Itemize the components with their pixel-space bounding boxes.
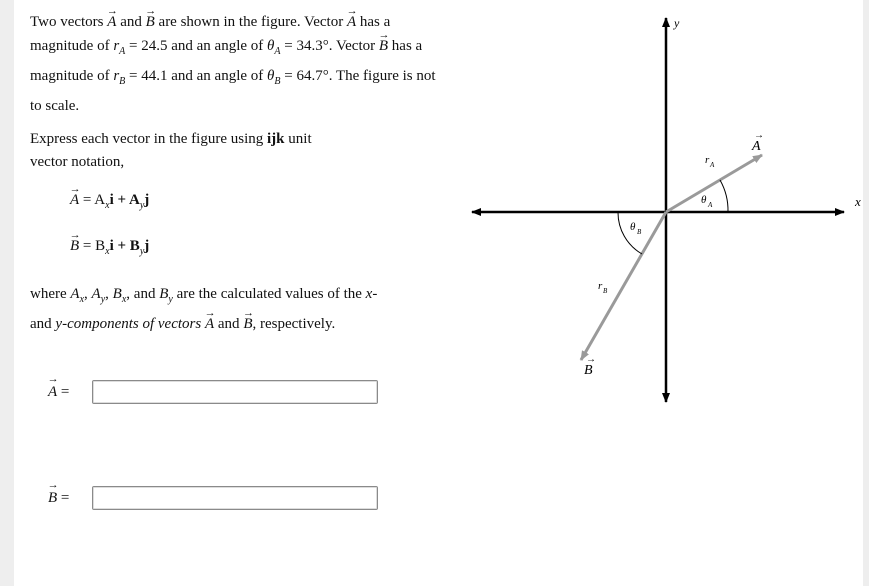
text-span: , [84, 286, 88, 302]
text-span: j [144, 192, 150, 208]
text-span: where [30, 286, 67, 302]
text-span: = A [82, 192, 106, 208]
answer-a-label [30, 384, 92, 401]
magnitude-b-value: = 44.1 and an angle of [129, 68, 264, 84]
problem-text [30, 10, 440, 336]
subscript: y [139, 246, 145, 257]
subscript: x [79, 294, 85, 305]
answer-b-label [30, 490, 92, 507]
text-span: , and [126, 286, 156, 302]
theta-symbol: θ [267, 68, 275, 84]
vector-a-symbol: → A [48, 384, 57, 401]
text-span: x- [365, 286, 378, 302]
vector-diagram [458, 10, 863, 410]
magnitude-b-subscript: B [603, 287, 608, 295]
subscript: x [121, 294, 127, 305]
text-span: unit [288, 131, 312, 147]
equals-sign: = [60, 383, 70, 400]
angle-a-value: = 34.3°. Vector [284, 38, 376, 54]
text-span: are shown in the figure. Vector [158, 14, 344, 30]
components-explanation [30, 282, 440, 336]
text-span: i + A [109, 192, 140, 208]
vector-b-symbol: → B [48, 490, 57, 507]
answer-row-a [30, 380, 378, 404]
r-symbol: r [113, 68, 120, 84]
ijk-term: ijk [267, 131, 285, 147]
vector-a-arrow-mark: → [754, 130, 764, 141]
text-span: = B [82, 238, 106, 254]
answer-row-b [30, 486, 378, 510]
text-span: The figure is not to scale. [30, 68, 436, 114]
text-span: , [105, 286, 109, 302]
angle-b-subscript: B [637, 228, 642, 236]
subscript: B [119, 76, 126, 87]
angle-a-subscript: A [708, 201, 713, 209]
text-span: and [217, 316, 240, 332]
magnitude-b-label: r [598, 280, 603, 292]
component-symbol: B [159, 286, 169, 302]
text-span: Two vectors [30, 14, 104, 30]
theta-symbol: θ [267, 38, 275, 54]
text-span: vector notation, [30, 154, 125, 170]
x-axis-label: x [855, 194, 861, 209]
text-span: Express each vector in the figure using [30, 131, 264, 147]
subscript: y [100, 294, 106, 305]
equation-b [70, 234, 440, 264]
vector-a-symbol: → A [107, 10, 116, 34]
answer-a-input[interactable] [92, 380, 378, 404]
subscript: A [119, 46, 126, 57]
vector-b-symbol: → B [146, 10, 155, 34]
text-span: i + B [109, 238, 140, 254]
text-span: are the calculated values of the [176, 286, 362, 302]
subscript: y [139, 200, 145, 211]
vector-a-symbol: → A [70, 188, 79, 212]
text-span: magnitude of [30, 38, 110, 54]
equals-sign: = [60, 489, 70, 506]
text-span: and [30, 316, 52, 332]
magnitude-a-subscript: A [710, 161, 715, 169]
component-symbol: A [91, 286, 101, 302]
text-span: has a magnitude of [30, 38, 423, 84]
vector-b-arrow-mark: → [586, 354, 596, 365]
subscript: A [274, 46, 281, 57]
component-symbol: A [70, 286, 80, 302]
vector-b-symbol: → B [70, 234, 79, 258]
vector-b-symbol: → B [243, 312, 252, 336]
text-span: has a [359, 14, 391, 30]
magnitude-a-label: r [705, 154, 710, 166]
angle-a-label: θ [701, 194, 707, 206]
text-span: and [120, 14, 142, 30]
subscript: x [105, 246, 110, 257]
angle-b-value: = 64.7°. [284, 68, 333, 84]
vector-a-symbol: → A [205, 312, 214, 336]
component-symbol: B [112, 286, 122, 302]
equation-a [70, 188, 440, 218]
vector-b-symbol: → B [379, 34, 388, 58]
text-span: j [144, 238, 150, 254]
angle-b-label: θ [630, 221, 636, 233]
answer-b-input[interactable] [92, 486, 378, 510]
vector-a-label: A [752, 139, 761, 154]
text-span: y-components of vectors [55, 316, 202, 332]
angle-a-arc [720, 180, 728, 212]
magnitude-a-value: = 24.5 and an angle of [129, 38, 264, 54]
text-span: , respectively. [252, 316, 336, 332]
subscript: y [168, 294, 173, 305]
vector-b-label: B [584, 363, 593, 378]
subscript: B [274, 76, 281, 87]
y-axis-label: y [674, 16, 680, 30]
vector-a-symbol: → A [347, 10, 356, 34]
r-symbol: r [113, 38, 120, 54]
vector-figure [458, 10, 863, 410]
subscript: x [105, 200, 110, 211]
problem-card [14, 0, 863, 586]
problem-intro [30, 10, 440, 118]
instructions [30, 128, 440, 174]
